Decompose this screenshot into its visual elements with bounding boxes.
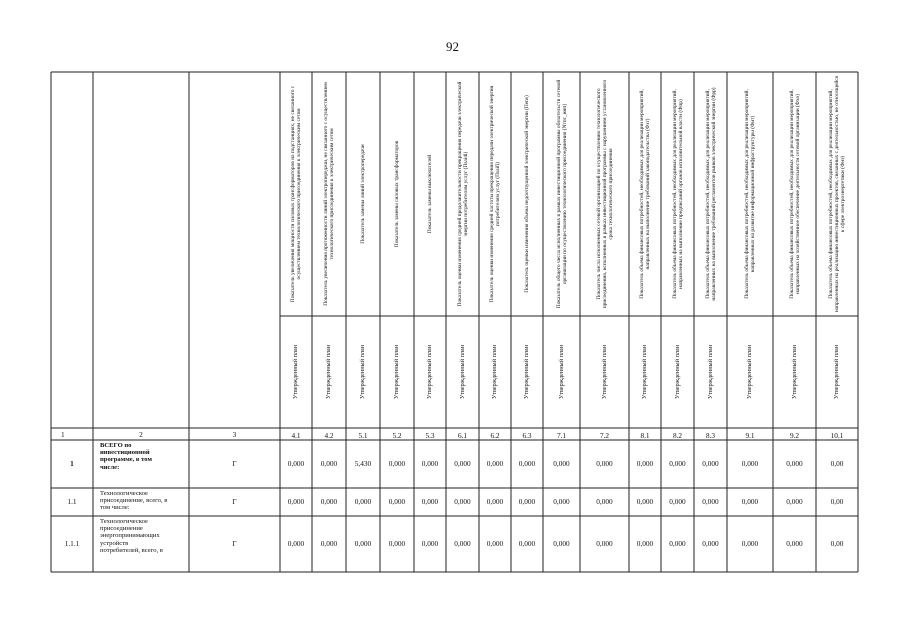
row-number: 1.1	[67, 497, 77, 506]
value-cell: 0,000	[596, 497, 613, 506]
column-header-text: Показатель замены линий электропередачи	[359, 144, 366, 244]
row-number: 1	[70, 459, 74, 468]
value-cell: 0,00	[830, 539, 844, 548]
value-cell: 0,000	[320, 539, 338, 548]
value-cell: 0,000	[702, 539, 719, 548]
column-code: 9.2	[789, 431, 800, 440]
plan-header-text: Утвержденный план	[392, 344, 400, 400]
value-cell: 0,000	[388, 497, 406, 506]
value-cell: 0,000	[553, 459, 570, 468]
column-code: 5.2	[392, 431, 402, 440]
plan-header-text: Утвержденный план	[790, 344, 798, 400]
column-header-cell	[694, 72, 727, 316]
value-cell: 0,000	[518, 539, 536, 548]
index-cell-1: 1	[61, 430, 65, 439]
column-code: 8.1	[640, 431, 650, 440]
page-number: 92	[446, 39, 459, 54]
plan-header-text: Утвержденный план	[425, 344, 433, 400]
value-cell: 0,000	[388, 459, 406, 468]
value-cell: 0,000	[669, 539, 686, 548]
plan-header-text: Утвержденный план	[832, 344, 840, 400]
plan-header-text: Утвержденный план	[673, 344, 681, 400]
column-header-cell	[312, 72, 346, 316]
column-code: 6.3	[522, 431, 532, 440]
plan-header-text: Утвержденный план	[706, 344, 714, 400]
value-cell: 0,000	[421, 497, 439, 506]
column-header-cell	[511, 72, 543, 316]
column-header-cell	[414, 72, 446, 316]
plan-header-cell	[629, 316, 661, 428]
column-header-cell	[773, 72, 816, 316]
value-cell: 0,000	[421, 539, 439, 548]
column-header-text: Показатель объема финансовых потребностей, необходимых для реализации мероприятий, направленных на выполнение требований законодательства (Фзт)	[638, 89, 651, 299]
plan-header-text: Утвержденный план	[522, 344, 530, 400]
plan-header-cell	[694, 316, 727, 428]
plan-header-text: Утвержденный план	[458, 344, 466, 400]
row-letter: Г	[232, 459, 237, 468]
plan-header-cell	[446, 316, 479, 428]
column-code: 6.1	[457, 431, 468, 440]
column-header-text: Показатель числа исполненных сетевой организацией по осуществлению технологического присоединения, исполненных в рамках инвестиционной программы с нарушением установленного срока технологического присоединения	[595, 79, 614, 309]
value-cell: 0,000	[454, 497, 471, 506]
plan-header-cell	[543, 316, 580, 428]
plan-header-text: Утвержденный план	[600, 344, 608, 400]
plan-header-cell	[312, 316, 346, 428]
plan-header-cell	[511, 316, 543, 428]
value-cell: 0,000	[741, 497, 759, 506]
value-cell: 0,000	[786, 497, 803, 506]
plan-header-cell	[816, 316, 858, 428]
column-code: 8.3	[705, 431, 716, 440]
column-header-cell	[446, 72, 479, 316]
index-cell-2: 2	[139, 430, 143, 439]
plan-header-cell	[346, 316, 380, 428]
plan-header-text: Утвержденный план	[557, 344, 565, 400]
value-cell: 0,000	[354, 497, 372, 506]
value-cell: 0,000	[669, 497, 686, 506]
column-code: 10.1	[830, 431, 844, 440]
plan-header-text: Утвержденный план	[324, 344, 332, 400]
plan-header-cell	[580, 316, 629, 428]
column-header-cell	[629, 72, 661, 316]
column-header-cell	[380, 72, 414, 316]
value-cell: 0,000	[486, 459, 504, 468]
column-code: 5.3	[425, 431, 435, 440]
plan-header-cell	[661, 316, 694, 428]
value-cell: 5,430	[354, 459, 372, 468]
column-header-text: Показатель общего числа исполненных в рамках инвестиционной программы обязательств сетевой организации по осуществлению технологического присоединения (Nтпс_инп)	[555, 79, 568, 309]
index-cell-3: 3	[232, 430, 237, 439]
value-cell: 0,000	[421, 459, 439, 468]
value-cell: 0,000	[518, 497, 536, 506]
row-number: 1.1.1	[64, 539, 80, 548]
column-code: 9.1	[745, 431, 755, 440]
column-header-text: Показатель увеличения мощности силовых трансформаторов на подстанциях, не связанного с осуществлением технологического присоединения к электрическим сетям	[289, 85, 302, 303]
value-cell: 0,000	[669, 459, 686, 468]
value-cell: 0,000	[702, 459, 719, 468]
column-header-text: Показатель объема финансовых потребностей, необходимых для реализации мероприятий, направленных на хозяйственное обеспечение деятельности сетевой организации (Фхо)	[788, 89, 801, 299]
value-cell: 0,00	[830, 459, 844, 468]
column-header-cell	[661, 72, 694, 316]
plan-header-cell	[773, 316, 816, 428]
row-name: Технологическое присоединение энергопринимающих устройств потребителей, всего, в	[100, 518, 163, 554]
value-cell: 0,00	[830, 497, 844, 506]
column-header-text: Показатель оценки изменения средней частоты прекращения передачи электрической энергии потребителям услуг (Пsaifi)	[488, 85, 501, 303]
value-cell: 0,000	[636, 539, 654, 548]
column-header-text: Показатель объема финансовых потребностей, необходимых для реализации мероприятий, направленных на реализацию инвестиционных проектов, связанных с деятельностью, не относящейся к сфере электроэнергетики (Фнэ)	[827, 75, 847, 313]
plan-header-cell	[727, 316, 773, 428]
column-code: 6.2	[490, 431, 500, 440]
column-header-cell	[346, 72, 380, 316]
value-cell: 0,000	[354, 539, 372, 548]
column-code: 7.1	[556, 431, 567, 440]
column-header-text: Показатель оценки изменения объема недоотпущенной электрической энергии (Пens)	[523, 95, 530, 293]
value-cell: 0,000	[320, 497, 338, 506]
value-cell: 0,000	[553, 497, 570, 506]
value-cell: 0,000	[287, 497, 305, 506]
value-cell: 0,000	[636, 497, 654, 506]
plan-header-text: Утвержденный план	[291, 344, 299, 400]
column-header-cell	[479, 72, 511, 316]
value-cell: 0,000	[486, 497, 504, 506]
plan-header-cell	[414, 316, 446, 428]
plan-header-cell	[280, 316, 312, 428]
column-header-text: Показатель объема финансовых потребностей, необходимых для реализации мероприятий, направленных на выполнение предписаний органов исполнительной власти (Фпр)	[671, 89, 684, 299]
value-cell: 0,000	[596, 539, 613, 548]
value-cell: 0,000	[454, 539, 471, 548]
plan-header-text: Утвержденный план	[490, 344, 498, 400]
value-cell: 0,000	[518, 459, 536, 468]
column-code: 4.1	[291, 431, 301, 440]
row-name: ВСЕГО по инвестиционной программе, в том числе:	[100, 442, 152, 471]
value-cell: 0,000	[596, 459, 613, 468]
plan-header-text: Утвержденный план	[640, 344, 648, 400]
column-header-text: Показатель объема финансовых потребностей, необходимых для реализации мероприятий, направленных на выполнение требований регламентов рынков электрической энергии (Фрр)	[704, 87, 717, 301]
plan-header-cell	[380, 316, 414, 428]
value-cell: 0,000	[741, 539, 759, 548]
value-cell: 0,000	[741, 459, 759, 468]
row-letter: Г	[232, 539, 237, 548]
plan-header-text: Утвержденный план	[358, 344, 366, 400]
column-header-cell	[543, 72, 580, 316]
value-cell: 0,000	[486, 539, 504, 548]
column-code: 7.2	[599, 431, 610, 440]
row-letter: Г	[232, 497, 237, 506]
value-cell: 0,000	[388, 539, 406, 548]
column-header-text: Показатель замены выключателей	[426, 154, 433, 234]
column-header-text: Показатель оценки изменения средней продолжительности прекращения передачи электрической энергии потребителям услуг (Пsaidi)	[456, 81, 469, 307]
value-cell: 0,000	[454, 459, 471, 468]
column-header-text: Показатель увеличения протяженности линий электропередачи, не связанного с осуществлением технологического присоединения к электрическим сетям	[322, 82, 335, 306]
value-cell: 0,000	[786, 459, 803, 468]
plan-header-text: Утвержденный план	[745, 344, 753, 400]
column-code: 4.2	[324, 431, 334, 440]
value-cell: 0,000	[636, 459, 654, 468]
value-cell: 0,000	[786, 539, 803, 548]
value-cell: 0,000	[553, 539, 570, 548]
column-header-cell	[727, 72, 773, 316]
column-header-cell	[580, 72, 629, 316]
column-code: 8.2	[672, 431, 683, 440]
value-cell: 0,000	[320, 459, 338, 468]
column-header-cell	[816, 72, 858, 316]
plan-header-cell	[479, 316, 511, 428]
value-cell: 0,000	[702, 497, 719, 506]
value-cell: 0,000	[287, 459, 305, 468]
column-header-text: Показатель объема финансовых потребностей, необходимых для реализации мероприятий, направленных на развитие информационной инфраструктуры (Фит)	[743, 89, 756, 299]
column-header-cell	[280, 72, 312, 316]
row-name: Технологическое присоединение, всего, в том числе:	[100, 490, 168, 512]
column-header-text: Показатель замены силовых трансформаторов	[393, 140, 400, 248]
value-cell: 0,000	[287, 539, 305, 548]
column-code: 5.1	[358, 431, 368, 440]
